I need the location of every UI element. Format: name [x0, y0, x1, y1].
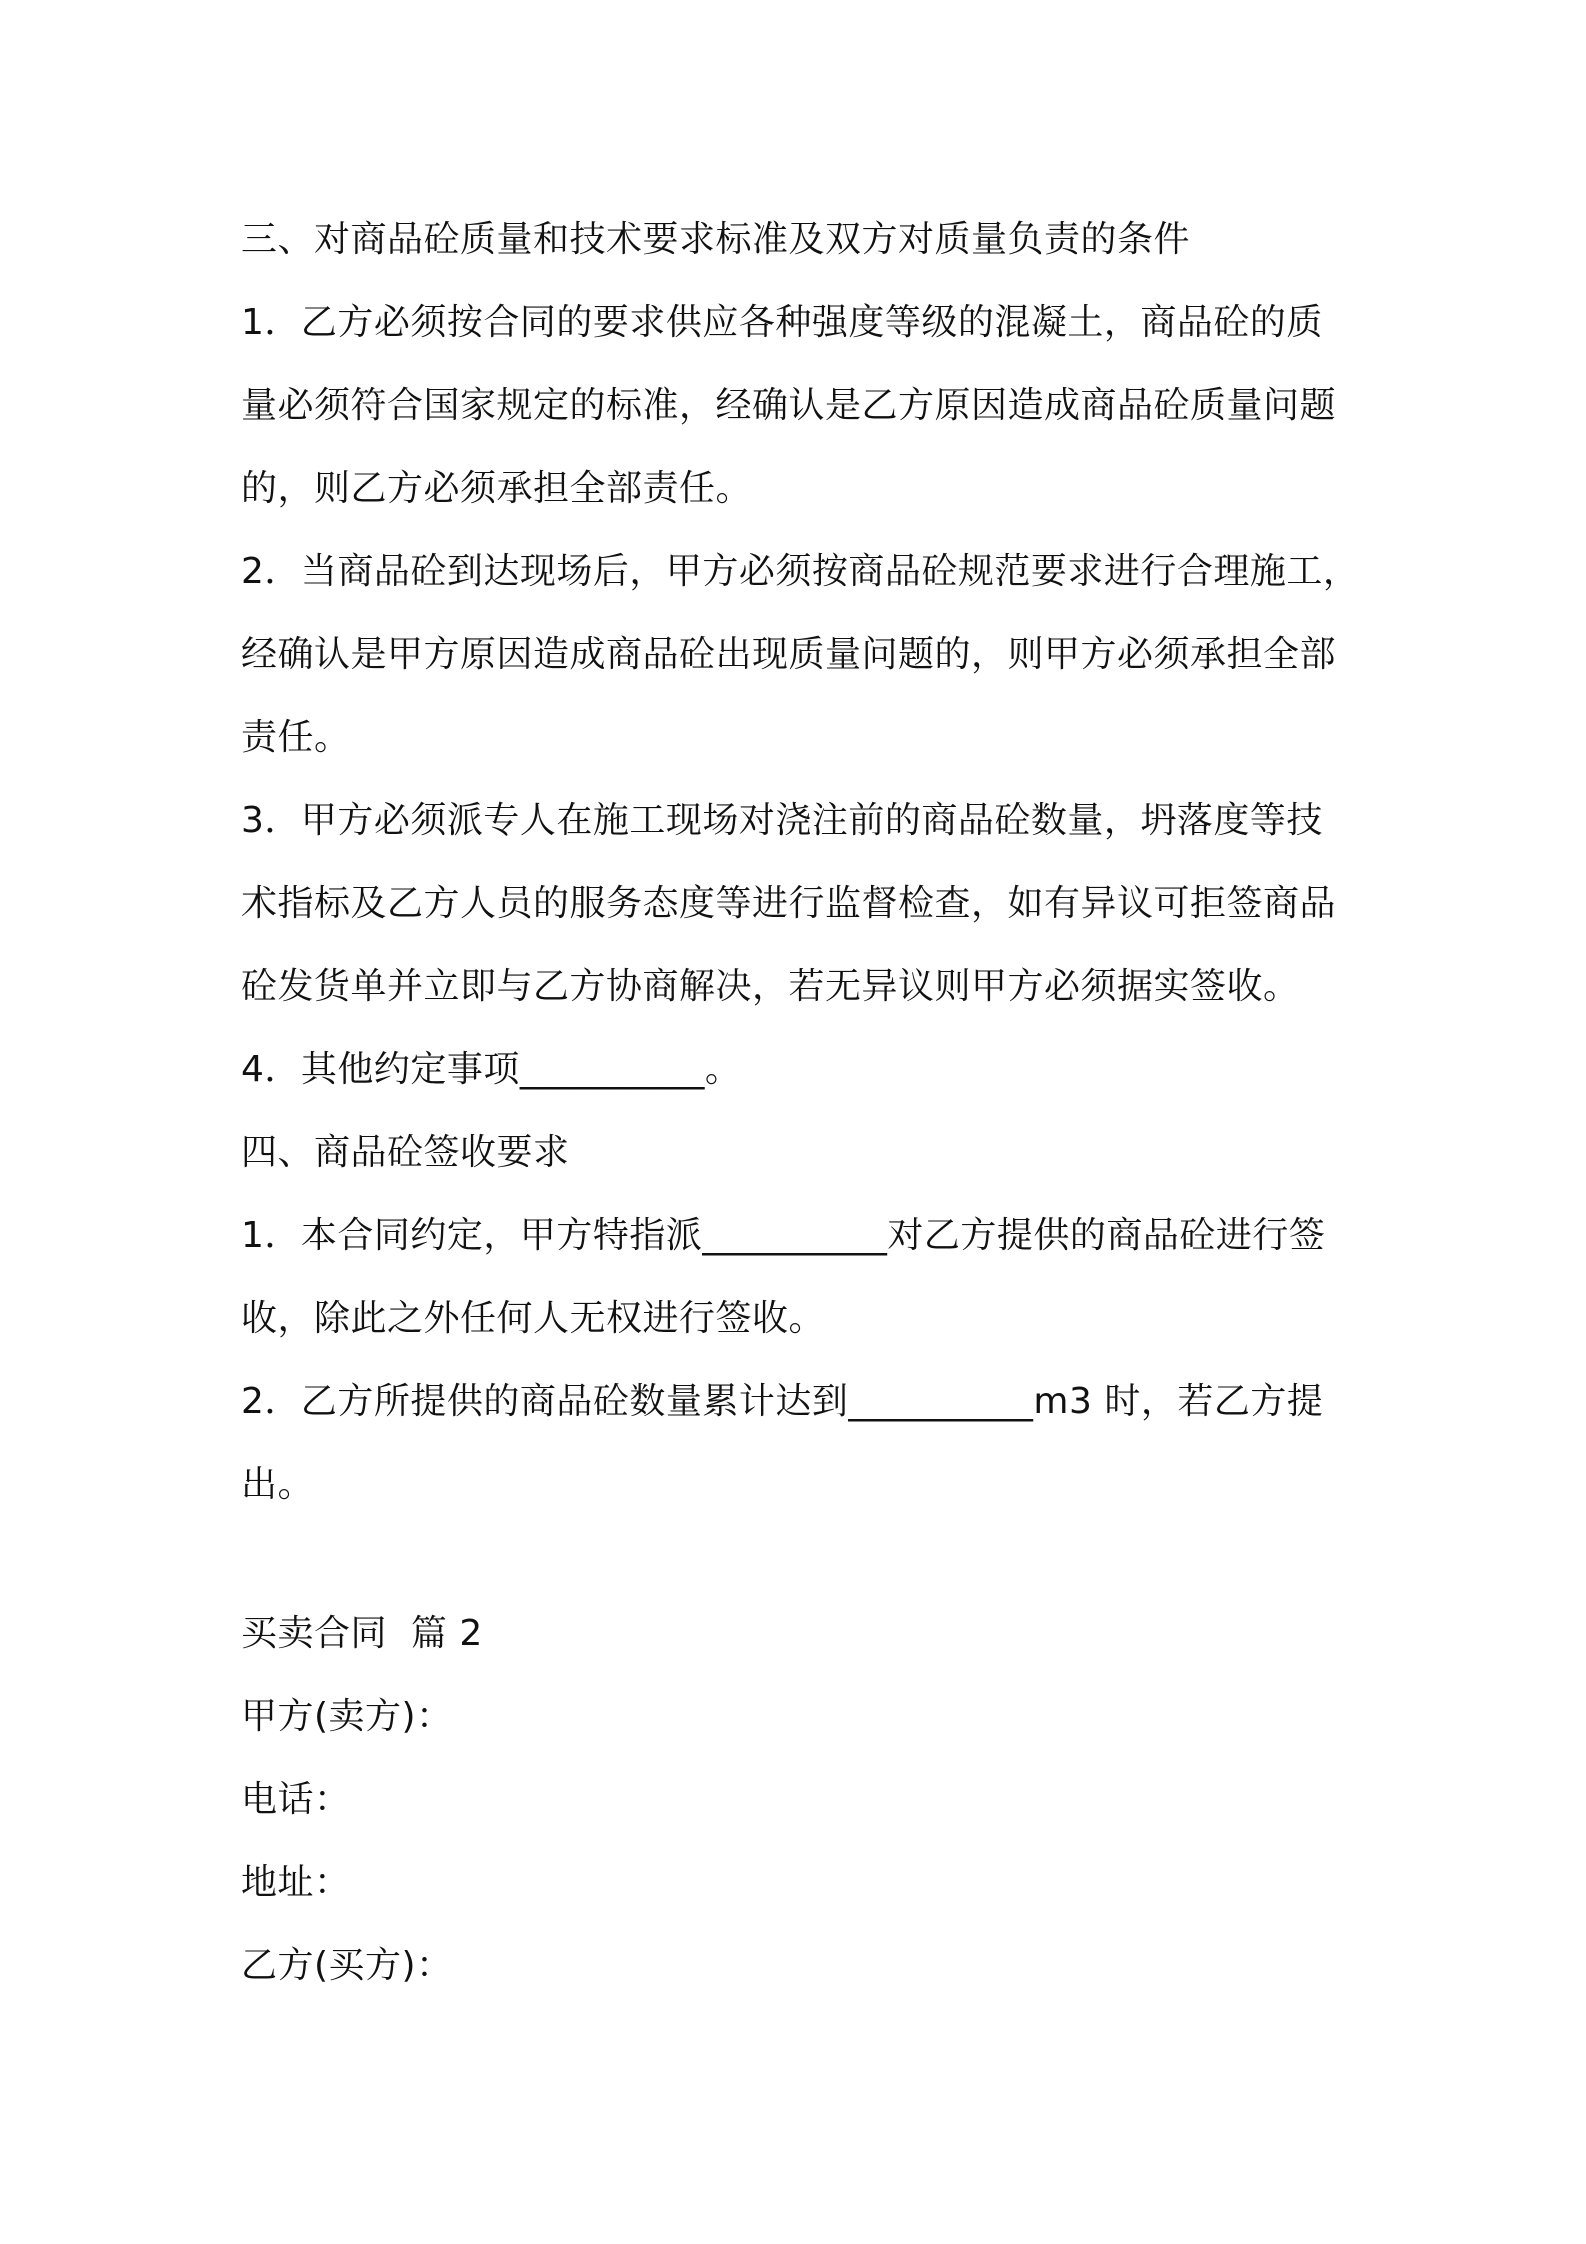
- section-spacer: [241, 1526, 1361, 1592]
- contract-2-title: 买卖合同 篇 2: [241, 1613, 483, 1654]
- phone-label: 电话：: [241, 1779, 351, 1820]
- section-3-item-3-line-2: 术指标及乙方人员的服务态度等进行监督检查，如有异议可拒签商品: [241, 883, 1337, 924]
- section-4-item-2-line-1: 2．乙方所提供的商品砼数量累计达到__________m3 时，若乙方提: [241, 1381, 1324, 1422]
- section-4-item-2-line-2: 出。: [241, 1464, 315, 1505]
- section-3-item-3-line-3: 砼发货单并立即与乙方协商解决，若无异议则甲方必须据实签收。: [241, 966, 1300, 1007]
- party-b-label: 乙方(买方)：: [241, 1945, 453, 1986]
- section-3-item-3-line-1: 3．甲方必须派专人在施工现场对浇注前的商品砼数量，坍落度等技: [241, 800, 1323, 841]
- section-3-item-2-line-2: 经确认是甲方原因造成商品砼出现质量问题的，则甲方必须承担全部: [241, 634, 1337, 675]
- section-4-item-1-line-2: 收，除此之外任何人无权进行签收。: [241, 1298, 826, 1339]
- section-3-item-1-line-3: 的，则乙方必须承担全部责任。: [241, 468, 753, 509]
- section-3-item-2-line-1: 2．当商品砼到达现场后，甲方必须按商品砼规范要求进行合理施工，: [241, 551, 1360, 592]
- document-body: [241, 198, 1361, 2007]
- section-3-item-2-line-3: 责任。: [241, 717, 351, 758]
- section-3-item-1-line-2: 量必须符合国家规定的标准，经确认是乙方原因造成商品砼质量问题: [241, 385, 1337, 426]
- section-3-item-1-line-1: 1．乙方必须按合同的要求供应各种强度等级的混凝土，商品砼的质: [241, 302, 1323, 343]
- section-3-heading: 三、对商品砼质量和技术要求标准及双方对质量负责的条件: [241, 219, 1191, 260]
- section-4-item-1-line-1: 1．本合同约定，甲方特指派__________对乙方提供的商品砼进行签: [241, 1215, 1326, 1256]
- section-3-item-4: 4．其他约定事项__________。: [241, 1049, 742, 1090]
- address-label: 地址：: [241, 1862, 351, 1903]
- section-4-heading: 四、商品砼签收要求: [241, 1132, 570, 1173]
- party-a-label: 甲方(卖方)：: [241, 1696, 453, 1737]
